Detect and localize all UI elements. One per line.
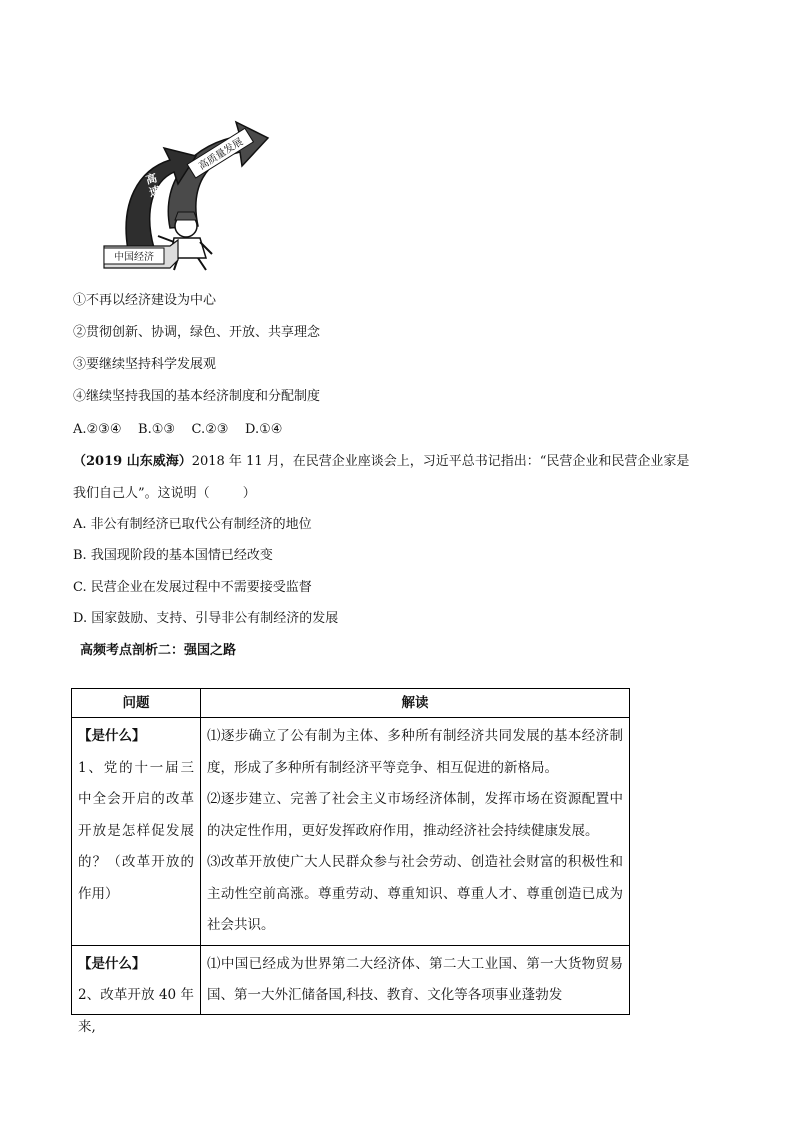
option-4: ④继续坚持我国的基本经济制度和分配制度: [73, 389, 321, 404]
option-3: ③要继续坚持科学发展观: [73, 357, 217, 372]
question-cell: [72, 718, 201, 946]
interpretation-cell: [201, 718, 630, 946]
header-interpretation: 解读: [201, 689, 630, 718]
interpretation-cell: [201, 945, 630, 1014]
table-row: [72, 945, 630, 1014]
analysis-table: [71, 688, 630, 1035]
option-1: ①不再以经济建设为中心: [73, 293, 217, 308]
big-arrow-label: 高质量发展: [196, 136, 246, 173]
choice-b: B. 我国现阶段的基本国情已经改变: [73, 548, 273, 563]
choice-a: A. 非公有制经济已取代公有制经济的地位: [73, 517, 312, 532]
table-row: [72, 718, 630, 946]
choice-d: D. 国家鼓励、支持、引导非公有制经济的发展: [73, 611, 339, 626]
question-stem-line2: 我们自己人”。这说明（ ）: [73, 486, 256, 501]
point-1: ⑴逐步确立了公有制为主体、多种所有制经济共同发展的基本经济制度，形成了多种所有制经济平等竞争、相互促进的新格局。: [207, 728, 623, 776]
section-title: 高频考点剖析二：强国之路: [80, 643, 237, 658]
point-3: ⑶改革开放使广大人民群众参与社会劳动、创造社会财富的积极性和主动性空前高涨。尊重劳动、尊重知识、尊重人才、尊重创造已成为社会共识。: [207, 854, 623, 933]
point-1: ⑴中国已经成为世界第二大经济体、第二大工业国、第一大货物贸易国、第一大外汇储备国,科技、教育、文化等各项事业蓬勃发: [207, 955, 623, 1003]
question-stem-line1: 2018 年 11 月，在民营企业座谈会上，习近平总书记指出：“民营企业和民营企业家是: [191, 454, 690, 469]
economy-transition-illustration: [100, 108, 270, 273]
base-label: 中国经济: [114, 252, 154, 263]
small-arrow-label: 高速增长: [144, 171, 169, 225]
choice-c: C. 民营企业在发展过程中不需要接受监督: [73, 580, 312, 595]
question-cell: [72, 945, 201, 1035]
row-question: 1、党的十一届三中全会开启的改革开放是怎样促发展的？（改革开放的作用）: [78, 759, 194, 902]
table-header-row: [72, 689, 630, 718]
option-2: ②贯彻创新、协调，绿色、开放、共享理念: [73, 325, 321, 340]
question-source: （2019 山东威海）: [73, 454, 192, 469]
row-tag: 【是什么】: [78, 955, 146, 972]
point-2: ⑵逐步建立、完善了社会主义市场经济体制，发挥市场在资源配置中的决定性作用，更好发挥政府作用，推动经济社会持续健康发展。: [207, 791, 623, 839]
row-question: 2、改革开放 40 年来,: [78, 987, 194, 1035]
header-question: 问题: [72, 689, 201, 718]
answer-choices: A.②③④ B.①③ C.②③ D.①④: [73, 422, 283, 437]
row-tag: 【是什么】: [78, 728, 146, 744]
question-2-stem: [73, 453, 689, 471]
